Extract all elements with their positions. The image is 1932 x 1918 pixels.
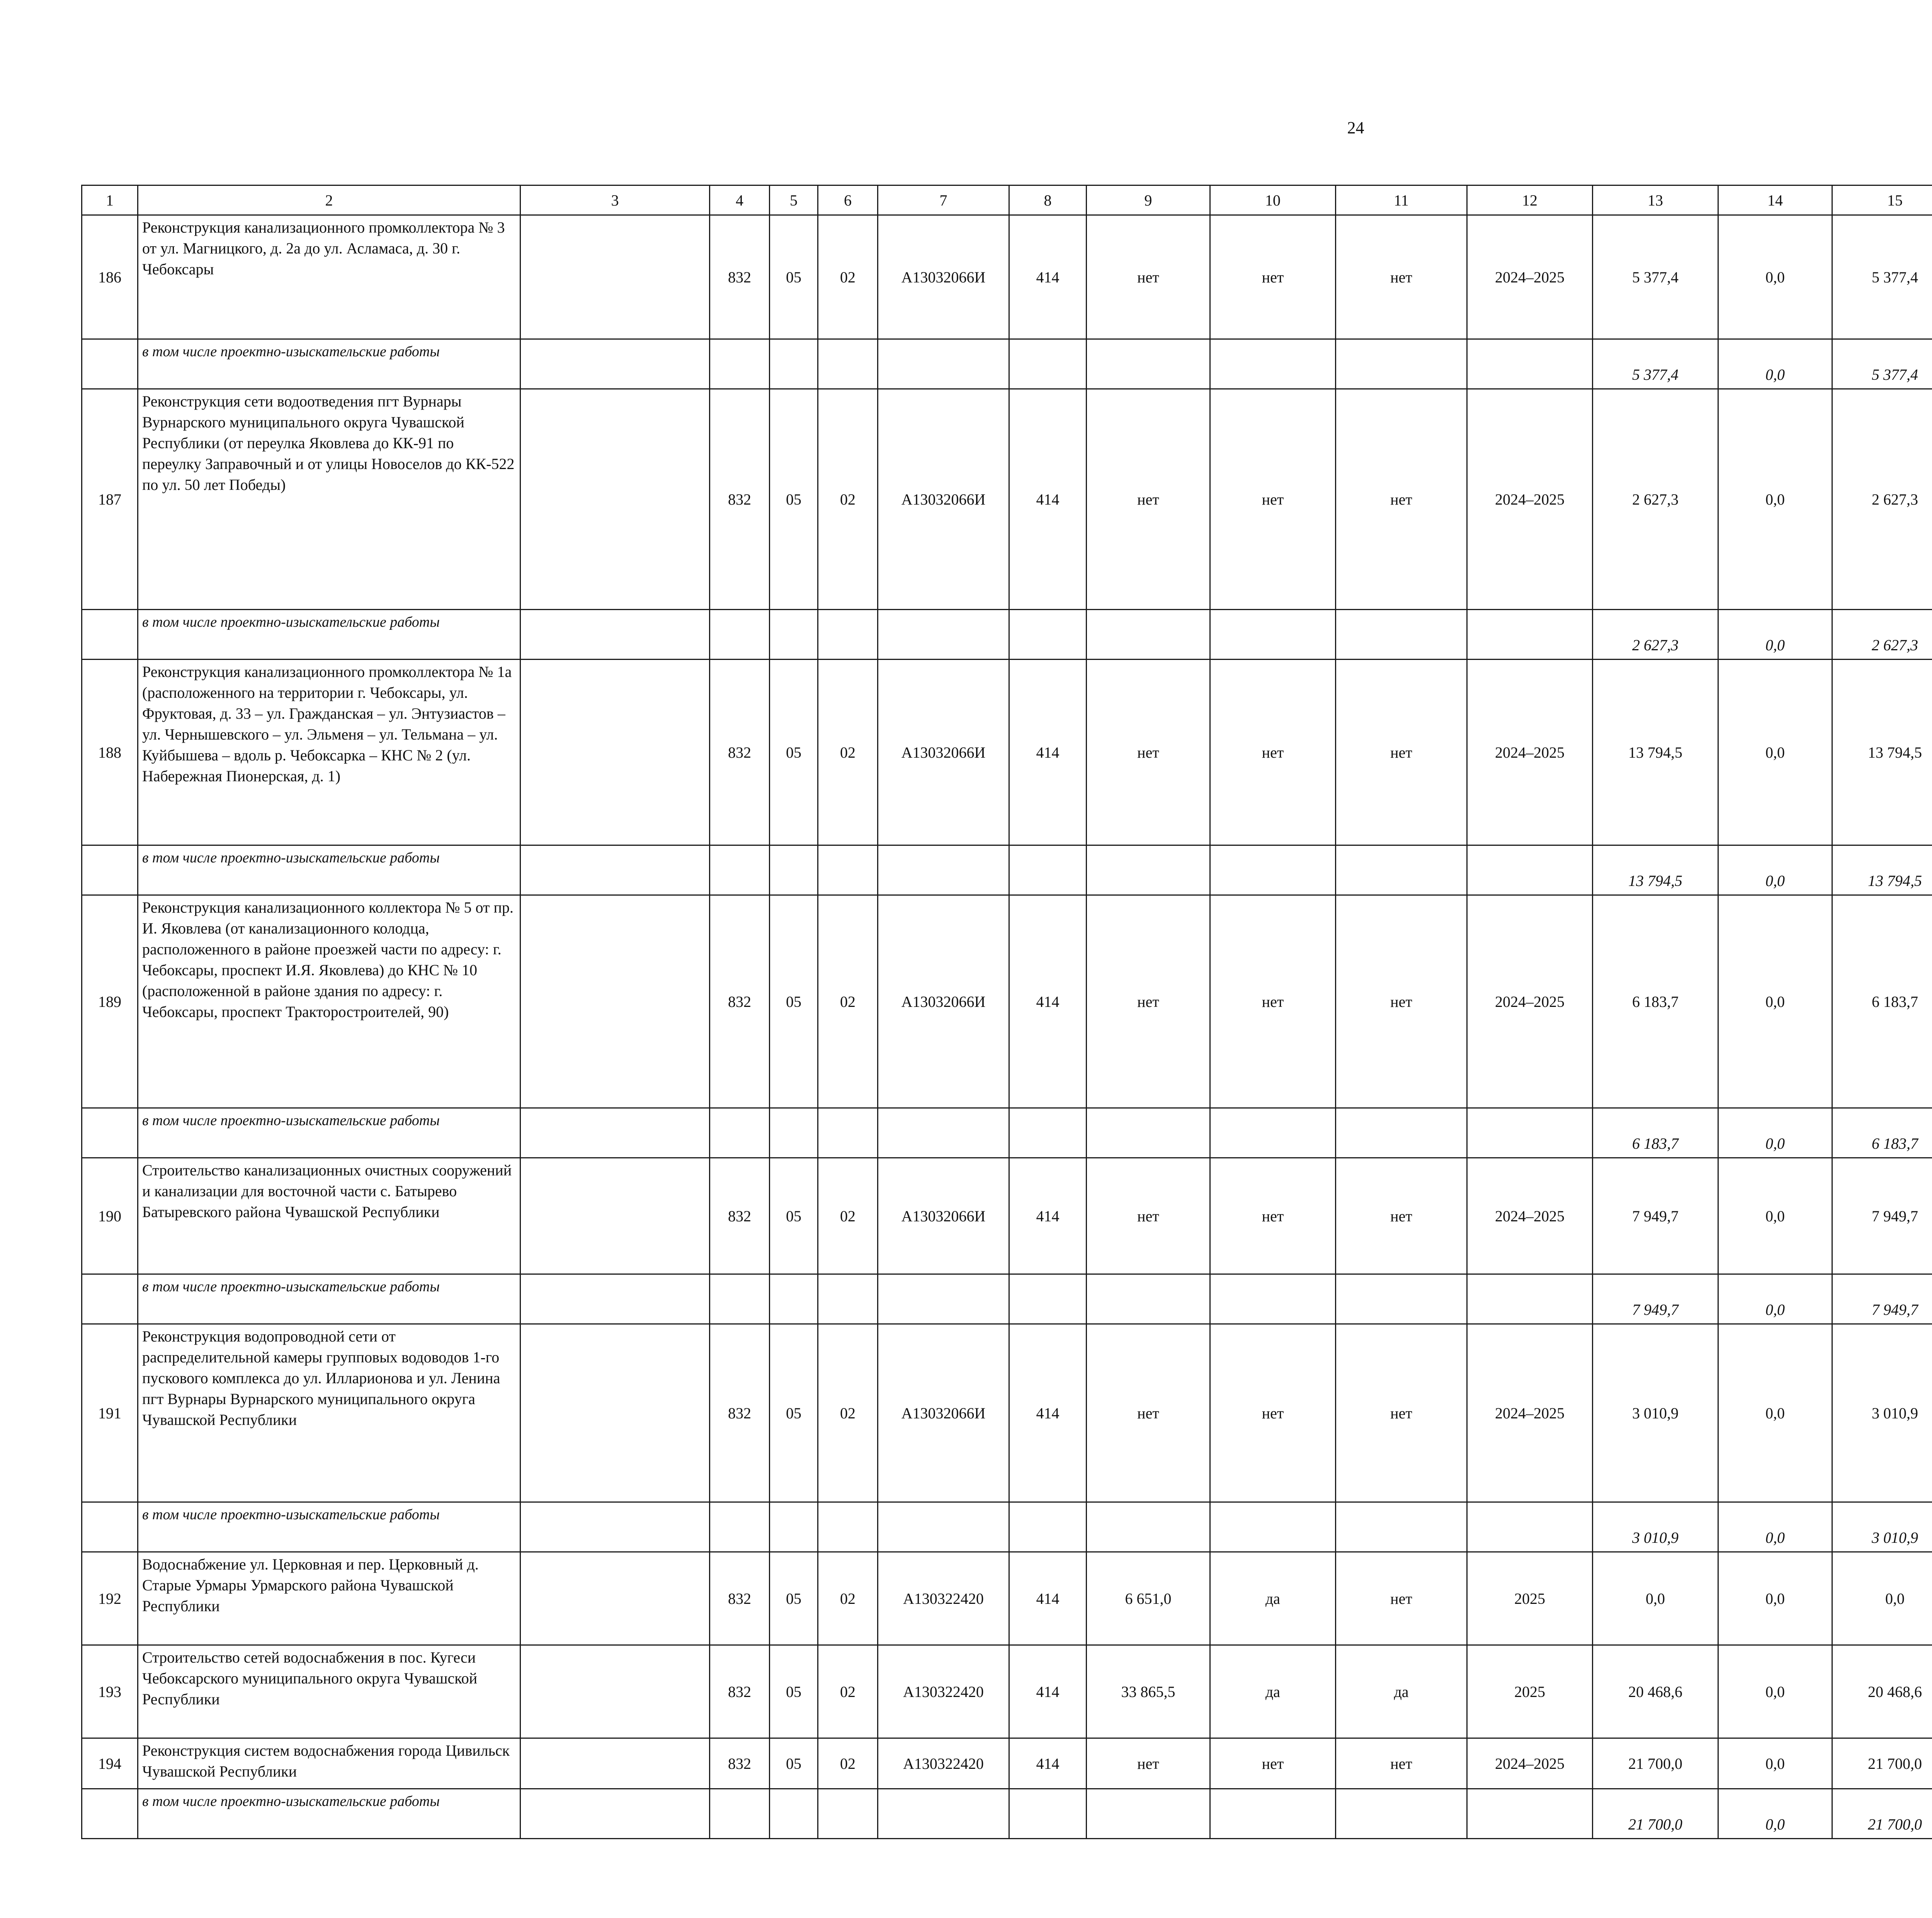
table-cell [1336, 1274, 1467, 1324]
table-cell: А13032066И [878, 1324, 1009, 1502]
amount-cell: 6 183,7 [1832, 1108, 1932, 1158]
table-cell [520, 339, 710, 389]
table-cell: А13032066И [878, 660, 1009, 845]
subtotal-row [82, 1502, 1932, 1552]
row-number-cell: 192 [82, 1552, 138, 1645]
amount-cell: 5 377,4 [1593, 215, 1718, 339]
table-cell [1210, 845, 1336, 895]
amount-cell: 0,0 [1718, 1552, 1832, 1645]
table-cell: 02 [818, 660, 878, 845]
table-cell: 832 [710, 1552, 770, 1645]
table-cell: 05 [770, 895, 818, 1108]
subtotal-row [82, 1789, 1932, 1839]
subtotal-row [82, 339, 1932, 389]
table-cell: нет [1336, 895, 1467, 1108]
table-cell [878, 610, 1009, 660]
table-cell: А13032066И [878, 895, 1009, 1108]
row-number-cell: 188 [82, 660, 138, 845]
table-cell: 414 [1009, 1645, 1087, 1738]
table-cell [520, 845, 710, 895]
table-cell [520, 1502, 710, 1552]
table-cell [710, 610, 770, 660]
table-body [82, 215, 1932, 1839]
table-cell [710, 339, 770, 389]
table-cell: нет [1336, 1324, 1467, 1502]
amount-cell: 0,0 [1718, 1502, 1832, 1552]
table-cell: 832 [710, 1158, 770, 1274]
table-cell: нет [1210, 1324, 1336, 1502]
subtotal-label: в том числе проектно-изыскательские работы [138, 339, 520, 389]
table-cell [710, 1108, 770, 1158]
amount-cell: 7 949,7 [1593, 1274, 1718, 1324]
table-cell [520, 610, 710, 660]
amount-cell: 5 377,4 [1832, 215, 1932, 339]
table-cell [520, 1274, 710, 1324]
table-cell [1009, 1502, 1087, 1552]
table-cell: нет [1336, 1158, 1467, 1274]
table-cell: нет [1087, 660, 1210, 845]
amount-cell: 21 700,0 [1832, 1738, 1932, 1789]
object-name-cell: Реконструкция канализационного коллектора № 5 от пр. И. Яковлева (от канализационного колодца, расположенного в районе проезжей части по адресу: г. Чебоксары, проспект И.Я. Яковлева) до КНС № 10 (расположенной в районе здания по адресу: г. Чебоксары, проспект Тракторостроителей, 90) [138, 895, 520, 1108]
row-number-cell: 194 [82, 1738, 138, 1789]
amount-cell: 5 377,4 [1832, 339, 1932, 389]
amount-cell: 5 377,4 [1593, 339, 1718, 389]
table-cell: 414 [1009, 895, 1087, 1108]
table-row [82, 1158, 1932, 1274]
table-cell: 414 [1009, 1738, 1087, 1789]
table-cell [878, 1108, 1009, 1158]
table-cell [770, 1108, 818, 1158]
table-cell: А130322420 [878, 1552, 1009, 1645]
amount-cell: 21 700,0 [1593, 1738, 1718, 1789]
table-cell: 05 [770, 1552, 818, 1645]
amount-cell: 21 700,0 [1832, 1789, 1932, 1839]
row-number-cell [82, 339, 138, 389]
table-cell: 2024–2025 [1467, 1324, 1593, 1502]
table-cell: нет [1087, 895, 1210, 1108]
table-cell: 832 [710, 1324, 770, 1502]
table-cell: 832 [710, 215, 770, 339]
amount-cell: 0,0 [1718, 1324, 1832, 1502]
subtotal-label: в том числе проектно-изыскательские работы [138, 1789, 520, 1839]
table-cell [818, 1502, 878, 1552]
table-cell: 05 [770, 1324, 818, 1502]
table-cell [1087, 339, 1210, 389]
table-cell: 02 [818, 1158, 878, 1274]
table-cell: нет [1087, 1324, 1210, 1502]
table-cell [1467, 845, 1593, 895]
table-row [82, 1645, 1932, 1738]
table-cell: 2024–2025 [1467, 1738, 1593, 1789]
table-row [82, 660, 1932, 845]
table-cell [770, 610, 818, 660]
table-cell: нет [1087, 215, 1210, 339]
amount-cell: 20 468,6 [1593, 1645, 1718, 1738]
table-cell: 2024–2025 [1467, 895, 1593, 1108]
column-header: 5 [770, 185, 818, 215]
table-cell [770, 1502, 818, 1552]
table-cell: нет [1087, 1158, 1210, 1274]
table-cell [710, 845, 770, 895]
table-cell: нет [1210, 660, 1336, 845]
table-cell [1009, 845, 1087, 895]
subtotal-label: в том числе проектно-изыскательские работы [138, 1274, 520, 1324]
amount-cell: 7 949,7 [1832, 1274, 1932, 1324]
column-header: 10 [1210, 185, 1336, 215]
object-name-cell: Реконструкция канализационного промколлектора № 1а (расположенного на территории г. Чебоксары, ул. Фруктовая, д. 33 – ул. Гражданская – ул. Энтузиастов – ул. Чернышевского – ул. Эльменя – ул. Тельмана – ул. Куйбышева – вдоль р. Чебоксарка – КНС № 2 (ул. Набережная Пионерская, д. 1) [138, 660, 520, 845]
table-cell: 02 [818, 1552, 878, 1645]
table-cell: А130322420 [878, 1738, 1009, 1789]
table-cell: 2024–2025 [1467, 215, 1593, 339]
table-cell [520, 1645, 710, 1738]
table-cell: 832 [710, 1738, 770, 1789]
object-name-cell: Реконструкция систем водоснабжения города Цивильск Чувашской Республики [138, 1738, 520, 1789]
table-cell [1087, 1274, 1210, 1324]
table-row [82, 1552, 1932, 1645]
object-name-cell: Реконструкция сети водоотведения пгт Вурнары Вурнарского муниципального округа Чувашской Республики (от переулка Яковлева до КК-91 по переулку Заправочный и от улицы Новоселов до КК-522 по ул. 50 лет Победы) [138, 389, 520, 610]
table-cell: А13032066И [878, 1158, 1009, 1274]
row-number-cell: 189 [82, 895, 138, 1108]
amount-cell: 3 010,9 [1832, 1502, 1932, 1552]
amount-cell: 7 949,7 [1593, 1158, 1718, 1274]
table-cell [1336, 1502, 1467, 1552]
table-cell [710, 1502, 770, 1552]
amount-cell: 6 183,7 [1593, 1108, 1718, 1158]
table-cell: нет [1336, 1552, 1467, 1645]
subtotal-row [82, 1274, 1932, 1324]
amount-cell: 0,0 [1718, 1789, 1832, 1839]
table-cell: нет [1336, 1738, 1467, 1789]
subtotal-row [82, 610, 1932, 660]
amount-cell: 0,0 [1718, 1738, 1832, 1789]
amount-cell: 3 010,9 [1832, 1324, 1932, 1502]
amount-cell: 7 949,7 [1832, 1158, 1932, 1274]
table-cell [818, 1108, 878, 1158]
row-number-cell: 186 [82, 215, 138, 339]
table-cell: 05 [770, 215, 818, 339]
amount-cell: 0,0 [1832, 1552, 1932, 1645]
row-number-cell [82, 1108, 138, 1158]
row-number-cell: 187 [82, 389, 138, 610]
table-cell [1210, 1108, 1336, 1158]
row-number-cell: 190 [82, 1158, 138, 1274]
table-cell [1336, 339, 1467, 389]
table-cell [520, 660, 710, 845]
table-cell [1467, 610, 1593, 660]
table-cell [1009, 1108, 1087, 1158]
amount-cell: 0,0 [1718, 215, 1832, 339]
table-cell [770, 339, 818, 389]
amount-cell: 0,0 [1718, 1645, 1832, 1738]
column-header: 7 [878, 185, 1009, 215]
column-header: 3 [520, 185, 710, 215]
object-name-cell: Водоснабжение ул. Церковная и пер. Церковный д. Старые Урмары Урмарского района Чувашской Республики [138, 1552, 520, 1645]
amount-cell: 2 627,3 [1593, 389, 1718, 610]
table-row [82, 1324, 1932, 1502]
table-cell [1009, 1274, 1087, 1324]
table-cell: 832 [710, 389, 770, 610]
column-header: 12 [1467, 185, 1593, 215]
table-cell [1009, 1789, 1087, 1839]
table-cell: нет [1336, 215, 1467, 339]
table-cell [818, 845, 878, 895]
table-cell: 02 [818, 215, 878, 339]
table-cell [710, 1274, 770, 1324]
table-cell: нет [1336, 660, 1467, 845]
table-cell: да [1210, 1552, 1336, 1645]
amount-cell: 0,0 [1718, 1158, 1832, 1274]
table-cell: 05 [770, 1738, 818, 1789]
amount-cell: 3 010,9 [1593, 1502, 1718, 1552]
object-name-cell: Реконструкция водопроводной сети от распределительной камеры групповых водоводов 1-го пускового комплекса до ул. Илларионова и ул. Ленина пгт Вурнары Вурнарского муниципального округа Чувашской Республики [138, 1324, 520, 1502]
table-cell: 05 [770, 660, 818, 845]
table-cell: 05 [770, 389, 818, 610]
table-cell [818, 610, 878, 660]
table-cell [520, 1108, 710, 1158]
table-cell [520, 1738, 710, 1789]
table-cell [770, 845, 818, 895]
page-number: 24 [1347, 118, 1364, 137]
amount-cell: 0,0 [1718, 895, 1832, 1108]
table-cell [770, 1789, 818, 1839]
table-cell: 05 [770, 1158, 818, 1274]
amount-cell: 2 627,3 [1832, 610, 1932, 660]
table-cell: нет [1210, 895, 1336, 1108]
table-cell [520, 1324, 710, 1502]
table-cell: 6 651,0 [1087, 1552, 1210, 1645]
row-number-cell [82, 610, 138, 660]
column-header: 4 [710, 185, 770, 215]
subtotal-row [82, 1108, 1932, 1158]
amount-cell: 0,0 [1718, 610, 1832, 660]
amount-cell: 21 700,0 [1593, 1789, 1718, 1839]
table-cell: 414 [1009, 1552, 1087, 1645]
table-cell: нет [1087, 1738, 1210, 1789]
table-cell [1210, 339, 1336, 389]
table-cell [520, 389, 710, 610]
table-cell: 832 [710, 660, 770, 845]
column-header: 1 [82, 185, 138, 215]
table-cell [1336, 1108, 1467, 1158]
subtotal-label: в том числе проектно-изыскательские работы [138, 1108, 520, 1158]
table-cell [1467, 1502, 1593, 1552]
amount-cell: 0,0 [1593, 1552, 1718, 1645]
table-cell: 05 [770, 1645, 818, 1738]
amount-cell: 13 794,5 [1593, 845, 1718, 895]
table-cell: А13032066И [878, 215, 1009, 339]
table-cell: нет [1336, 389, 1467, 610]
table-cell: 02 [818, 895, 878, 1108]
table-cell: 02 [818, 1324, 878, 1502]
table-cell: 02 [818, 1738, 878, 1789]
table-cell [1210, 610, 1336, 660]
table-cell: 2024–2025 [1467, 660, 1593, 845]
table-cell: 2024–2025 [1467, 1158, 1593, 1274]
amount-cell: 0,0 [1718, 1274, 1832, 1324]
table-cell: да [1210, 1645, 1336, 1738]
row-number-cell [82, 1502, 138, 1552]
row-number-cell [82, 1274, 138, 1324]
subtotal-label: в том числе проектно-изыскательские работы [138, 610, 520, 660]
amount-cell: 0,0 [1718, 389, 1832, 610]
table-cell [520, 895, 710, 1108]
table-cell [770, 1274, 818, 1324]
table-cell: да [1336, 1645, 1467, 1738]
table-cell [520, 215, 710, 339]
table-cell: 2024–2025 [1467, 389, 1593, 610]
subtotal-label: в том числе проектно-изыскательские работы [138, 1502, 520, 1552]
table-cell [878, 339, 1009, 389]
table-cell: А130322420 [878, 1645, 1009, 1738]
table-cell: 414 [1009, 1324, 1087, 1502]
table-cell: нет [1210, 215, 1336, 339]
table-cell [878, 1789, 1009, 1839]
header-row [82, 185, 1932, 215]
amount-cell: 6 183,7 [1832, 895, 1932, 1108]
amount-cell: 2 627,3 [1593, 610, 1718, 660]
table-cell [1210, 1274, 1336, 1324]
table-cell: нет [1210, 389, 1336, 610]
table-cell: 2025 [1467, 1645, 1593, 1738]
row-number-cell [82, 845, 138, 895]
row-number-cell: 191 [82, 1324, 138, 1502]
table-cell [1336, 610, 1467, 660]
column-header: 6 [818, 185, 878, 215]
table-cell [1467, 1274, 1593, 1324]
column-header: 9 [1087, 185, 1210, 215]
table-cell: 414 [1009, 1158, 1087, 1274]
table-cell [1087, 1108, 1210, 1158]
column-header: 2 [138, 185, 520, 215]
table-row [82, 215, 1932, 339]
subtotal-row [82, 845, 1932, 895]
table-cell [520, 1789, 710, 1839]
table-cell [520, 1552, 710, 1645]
table-cell: 832 [710, 1645, 770, 1738]
table-cell [818, 339, 878, 389]
table-cell: А13032066И [878, 389, 1009, 610]
column-header: 15 [1832, 185, 1932, 215]
table-cell: 414 [1009, 389, 1087, 610]
table-cell [1009, 610, 1087, 660]
column-header: 11 [1336, 185, 1467, 215]
amount-cell: 13 794,5 [1832, 845, 1932, 895]
table-cell [1210, 1502, 1336, 1552]
table-cell [1009, 339, 1087, 389]
column-header: 14 [1718, 185, 1832, 215]
budget-table [81, 185, 1932, 1839]
table-cell: 33 865,5 [1087, 1645, 1210, 1738]
amount-cell: 0,0 [1718, 1108, 1832, 1158]
amount-cell: 6 183,7 [1593, 895, 1718, 1108]
amount-cell: 3 010,9 [1593, 1324, 1718, 1502]
table-cell: нет [1087, 389, 1210, 610]
table-row [82, 895, 1932, 1108]
object-name-cell: Строительство канализационных очистных сооружений и канализации для восточной части с. Батырево Батыревского района Чувашской Республики [138, 1158, 520, 1274]
table-cell [1467, 1789, 1593, 1839]
table-cell [878, 1274, 1009, 1324]
object-name-cell: Реконструкция канализационного промколлектора № 3 от ул. Магницкого, д. 2а до ул. Асламаса, д. 30 г. Чебоксары [138, 215, 520, 339]
table-cell [1087, 1502, 1210, 1552]
table-cell: нет [1210, 1158, 1336, 1274]
table-cell [1087, 845, 1210, 895]
table-cell: 414 [1009, 660, 1087, 845]
table-cell [1336, 845, 1467, 895]
table-cell [818, 1274, 878, 1324]
table-cell [1467, 1108, 1593, 1158]
table-cell [818, 1789, 878, 1839]
table-cell [1210, 1789, 1336, 1839]
table-cell: 832 [710, 895, 770, 1108]
table-cell: нет [1210, 1738, 1336, 1789]
amount-cell: 13 794,5 [1593, 660, 1718, 845]
table-cell [878, 1502, 1009, 1552]
table-row [82, 1738, 1932, 1789]
amount-cell: 20 468,6 [1832, 1645, 1932, 1738]
table-cell [878, 845, 1009, 895]
table-cell: 02 [818, 389, 878, 610]
table-cell: 414 [1009, 215, 1087, 339]
amount-cell: 13 794,5 [1832, 660, 1932, 845]
amount-cell: 0,0 [1718, 339, 1832, 389]
object-name-cell: Строительство сетей водоснабжения в пос. Кугеси Чебоксарского муниципального округа Чувашской Республики [138, 1645, 520, 1738]
amount-cell: 0,0 [1718, 845, 1832, 895]
row-number-cell: 193 [82, 1645, 138, 1738]
table-cell [520, 1158, 710, 1274]
subtotal-label: в том числе проектно-изыскательские работы [138, 845, 520, 895]
table-cell [1336, 1789, 1467, 1839]
table-row [82, 389, 1932, 610]
table-cell [1467, 339, 1593, 389]
table-cell [1087, 610, 1210, 660]
amount-cell: 2 627,3 [1832, 389, 1932, 610]
row-number-cell [82, 1789, 138, 1839]
amount-cell: 0,0 [1718, 660, 1832, 845]
table-cell: 2025 [1467, 1552, 1593, 1645]
table-cell [710, 1789, 770, 1839]
column-header: 8 [1009, 185, 1087, 215]
table-cell: 02 [818, 1645, 878, 1738]
column-header: 13 [1593, 185, 1718, 215]
table-cell [1087, 1789, 1210, 1839]
